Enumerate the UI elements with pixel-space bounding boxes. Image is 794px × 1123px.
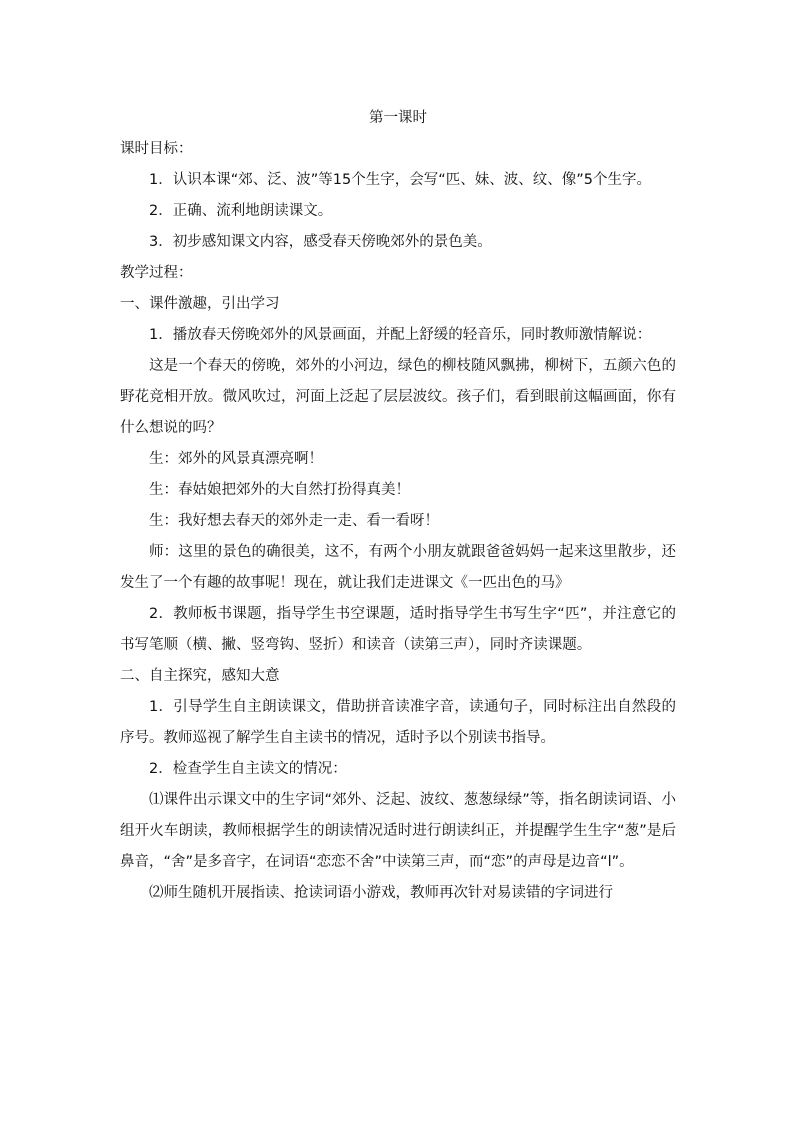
page-title: 第一课时 xyxy=(369,110,427,126)
paragraph: ⑴课件出示课文中的生字词“郊外、泛起、波纹、葱葱绿绿”等，指名朗读词语、小组开火车朗读，教师根据学生的朗读情况适时进行朗读纠正，并提醒学生生字“葱”是后鼻音，“舍”是多音字，在词语“恋恋不舍”中读第三声，而“恋”的声母是边音“l”。 xyxy=(120,792,676,870)
paragraph: 课时目标： xyxy=(120,141,193,157)
paragraph: 师：这里的景色的确很美，这不，有两个小朋友就跟爸爸妈妈一起来这里散步，还发生了一个有趣的故事呢！现在，就让我们走进课文《一匹出色的马》 xyxy=(120,544,676,591)
paragraph: 1．播放春天傍晚郊外的风景画面，并配上舒缓的轻音乐，同时教师激情解说： xyxy=(149,327,652,343)
paragraph: 3．初步感知课文内容，感受春天傍晚郊外的景色美。 xyxy=(149,234,492,250)
paragraph: 2．教师板书课题，指导学生书空课题，适时指导学生书写生字“匹”，并注意它的书写笔顺（横、撇、竖弯钩、竖折）和读音（读第三声），同时齐读课题。 xyxy=(120,606,676,653)
paragraph: 生：郊外的风景真漂亮啊！ xyxy=(149,451,323,467)
section-heading: 一、课件激趣，引出学习 xyxy=(120,296,280,312)
section-heading: 二、自主探究，感知大意 xyxy=(120,668,280,684)
paragraph: 这是一个春天的傍晚，郊外的小河边，绿色的柳枝随风飘拂，柳树下，五颜六色的野花竞相开放。微风吹过，河面上泛起了层层波纹。孩子们，看到眼前这幅画面，你有什么想说的吗？ xyxy=(120,358,676,436)
paragraph: ⑵师生随机开展指读、抢读词语小游戏，教师再次针对易读错的字词进行 xyxy=(149,885,613,901)
paragraph: 生：春姑娘把郊外的大自然打扮得真美！ xyxy=(149,482,410,498)
paragraph: 生：我好想去春天的郊外走一走、看一看呀！ xyxy=(149,513,439,529)
paragraph: 2．正确、流利地朗读课文。 xyxy=(149,203,333,219)
paragraph: 1．认识本课“郊、泛、波”等15个生字，会写“匹、妹、波、纹、像”5个生字。 xyxy=(149,172,651,188)
document-body xyxy=(120,103,676,909)
paragraph: 教学过程： xyxy=(120,265,193,281)
paragraph: 1．引导学生自主朗读课文，借助拼音读准字音，读通句子，同时标注出自然段的序号。教师巡视了解学生自主读书的情况，适时予以个别读书指导。 xyxy=(120,699,676,746)
paragraph: 2．检查学生自主读文的情况： xyxy=(149,761,347,777)
